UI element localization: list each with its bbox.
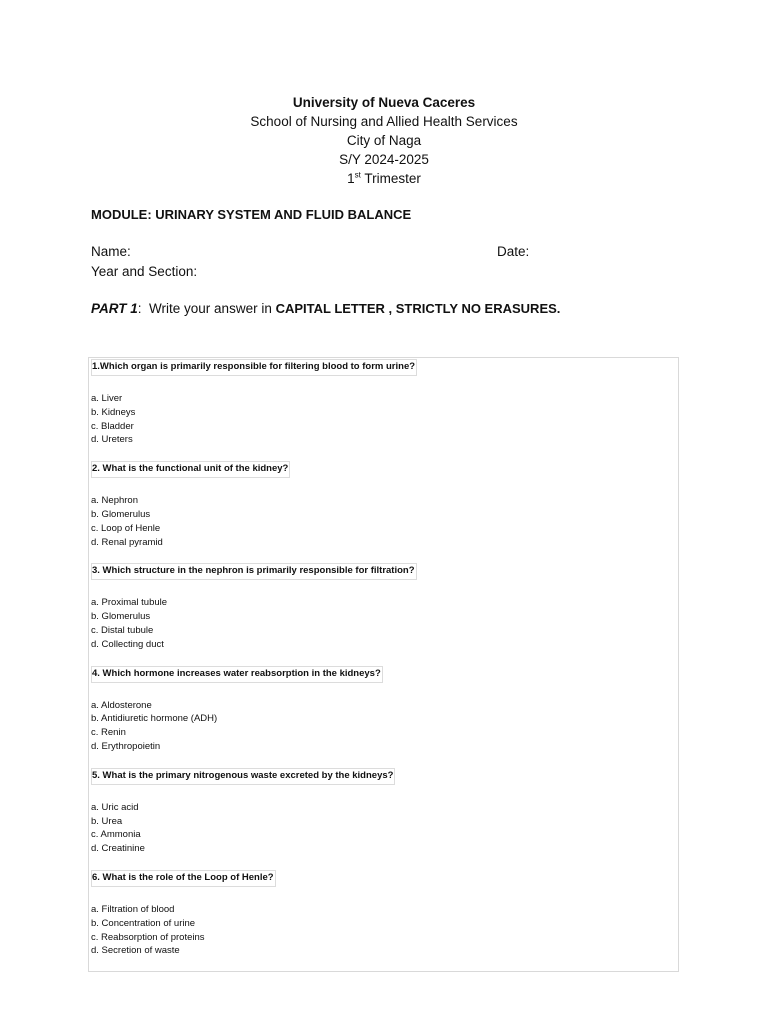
- choice-item: d. Creatinine: [91, 843, 145, 855]
- name-date-row: [91, 244, 531, 259]
- trimester-number: 1: [347, 171, 355, 186]
- choice-item: d. Collecting duct: [91, 638, 164, 650]
- choice-item: a. Aldosterone: [91, 699, 152, 711]
- question-text: 2. What is the functional unit of the kidney?: [91, 461, 290, 478]
- question-item: [91, 461, 678, 549]
- school-year: S/Y 2024-2025: [339, 152, 429, 167]
- choice-item: b. Concentration of urine: [91, 917, 196, 929]
- choice-item: c. Loop of Henle: [91, 522, 161, 534]
- school-name: School of Nursing and Allied Health Services: [250, 114, 518, 129]
- choice-item: b. Urea: [91, 815, 123, 827]
- choice-item: a. Filtration of blood: [91, 903, 175, 915]
- module-title: MODULE: URINARY SYSTEM AND FLUID BALANCE: [91, 207, 412, 222]
- choice-list: [91, 392, 678, 447]
- choice-list: [91, 801, 678, 856]
- choice-item: c. Reabsorption of proteins: [91, 931, 205, 943]
- year-section-label: Year and Section:: [91, 264, 198, 279]
- document-header: [0, 93, 768, 188]
- question-text: 6. What is the role of the Loop of Henle?: [91, 870, 276, 887]
- choice-item: c. Distal tubule: [91, 624, 154, 636]
- name-label: Name:: [91, 244, 131, 259]
- choice-list: [91, 699, 678, 754]
- university-name: University of Nueva Caceres: [292, 95, 476, 110]
- trimester-suffix: st: [354, 170, 361, 180]
- choice-item: a. Liver: [91, 393, 123, 404]
- question-item: [91, 563, 678, 651]
- choice-list: [91, 596, 678, 651]
- trimester-label: Trimester: [360, 171, 421, 186]
- question-item: [91, 359, 678, 447]
- choice-item: a. Uric acid: [91, 801, 139, 813]
- choice-item: b. Glomerulus: [91, 508, 151, 520]
- choice-item: d. Renal pyramid: [91, 536, 163, 548]
- date-label: Date:: [497, 244, 530, 259]
- choice-item: c. Ammonia: [91, 829, 141, 841]
- question-text: 3. Which structure in the nephron is primarily responsible for filtration?: [91, 563, 417, 580]
- choice-list: [91, 494, 678, 549]
- choice-item: a. Proximal tubule: [91, 597, 168, 609]
- part-label: PART 1: [91, 301, 138, 316]
- quiz-questions-box: [88, 357, 679, 972]
- part-colon: :: [137, 301, 142, 316]
- choice-list: [91, 903, 678, 958]
- city-name: City of Naga: [346, 133, 422, 148]
- question-item: [91, 870, 678, 958]
- question-text: 5. What is the primary nitrogenous waste excreted by the kidneys?: [91, 768, 395, 785]
- question-text: 1.Which organ is primarily responsible for filtering blood to form urine?: [91, 359, 417, 376]
- choice-item: b. Glomerulus: [91, 611, 151, 623]
- trimester: [0, 169, 768, 188]
- choice-item: a. Nephron: [91, 495, 139, 507]
- choice-item: b. Antidiuretic hormone (ADH): [91, 713, 218, 725]
- question-item: [91, 666, 678, 754]
- part-instructions: [91, 301, 560, 316]
- question-text: 4. Which hormone increases water reabsorption in the kidneys?: [91, 666, 383, 683]
- instructions-text: Write your answer in: [141, 301, 276, 316]
- choice-item: c. Renin: [91, 727, 126, 739]
- choice-item: d. Ureters: [91, 434, 133, 446]
- choice-item: d. Secretion of waste: [91, 945, 180, 957]
- choice-item: b. Kidneys: [91, 406, 136, 418]
- instructions-emphasis: CAPITAL LETTER , STRICTLY NO ERASURES.: [275, 301, 561, 316]
- choice-item: d. Erythropoietin: [91, 740, 161, 752]
- choice-item: c. Bladder: [91, 420, 134, 432]
- question-item: [91, 768, 678, 856]
